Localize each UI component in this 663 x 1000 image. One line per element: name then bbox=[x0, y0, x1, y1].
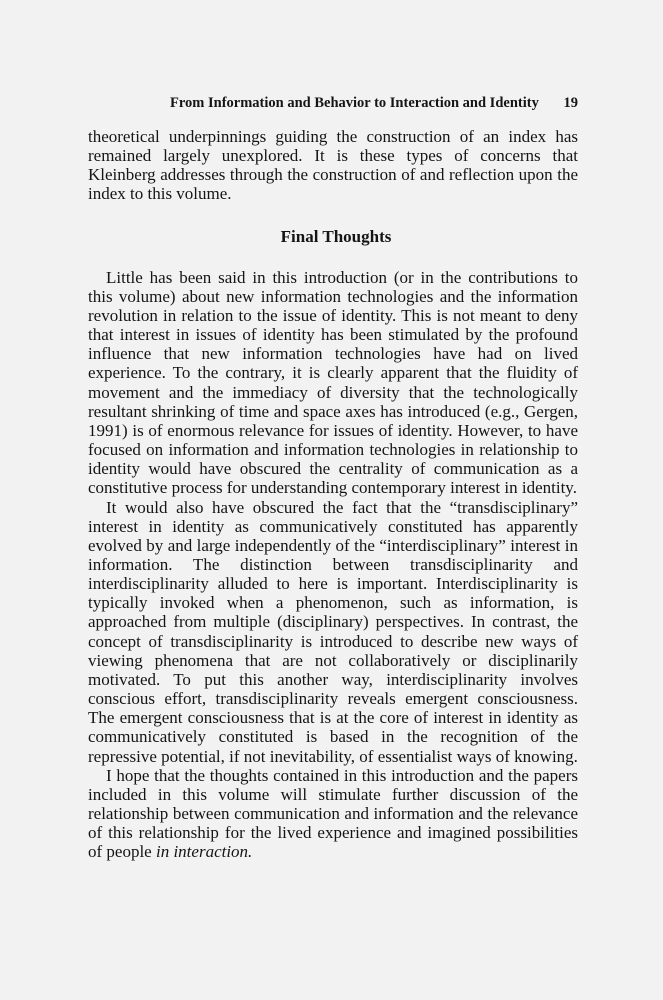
paragraph-text: I hope that the thoughts contained in this introduction and the papers included in this volume will stimulate further discussion of the relationship between communication and information and the relevance of this relationship for the lived experience and imagined possibilities of people bbox=[88, 765, 578, 862]
section-heading: Final Thoughts bbox=[280, 226, 392, 246]
body-text bbox=[88, 127, 578, 861]
running-head-title: From Information and Behavior to Interaction and Identity bbox=[170, 95, 539, 111]
paragraph: theoretical underpinnings guiding the construction of an index has remained largely unexplored. It is these types of concerns that Kleinberg addresses through the construction of and reflection upon the index to this volume. bbox=[88, 127, 578, 204]
emphasized-text: in interaction. bbox=[155, 842, 253, 862]
paragraph bbox=[88, 766, 578, 862]
page-number: 19 bbox=[563, 95, 578, 111]
running-head bbox=[170, 94, 578, 112]
paragraph: It would also have obscured the fact that the “transdisciplinary” interest in identity as communicatively constituted has apparently evolved by and large independently of the “interdisciplinary” interest in information. The distinction between transdisciplinarity and interdisciplinarity alluded to here is important. Interdisciplinarity is typically invoked when a phenomenon, such as information, is approached from multiple (disciplinary) perspectives. In contrast, the concept of transdisciplinarity is introduced to describe new ways of viewing phenomena that are not collaboratively or disciplinarily motivated. To put this another way, interdisciplinarity involves conscious effort, transdisciplinarity reveals emergent consciousness. The emergent consciousness that is at the core of interest in identity as communicatively constituted is based in the recognition of the repressive potential, if not inevitability, of essentialist ways of knowing. bbox=[88, 497, 578, 766]
paragraph: Little has been said in this introduction (or in the contributions to this volume) about new information technologies and the information revolution in relation to the issue of identity. This is not meant to deny that interest in issues of identity has been stimulated by the profound influence that new information technologies have had on lived experience. To the contrary, it is clearly apparent that the fluidity of movement and the immediacy of diversity that the technologically resultant shrinking of time and space axes has introduced (e.g., Gergen, 1991) is of enormous relevance for issues of identity. However, to have focused on information and information technologies in relationship to identity would have obscured the centrality of communication as a constitutive process for understanding contemporary interest in identity. bbox=[88, 267, 578, 498]
